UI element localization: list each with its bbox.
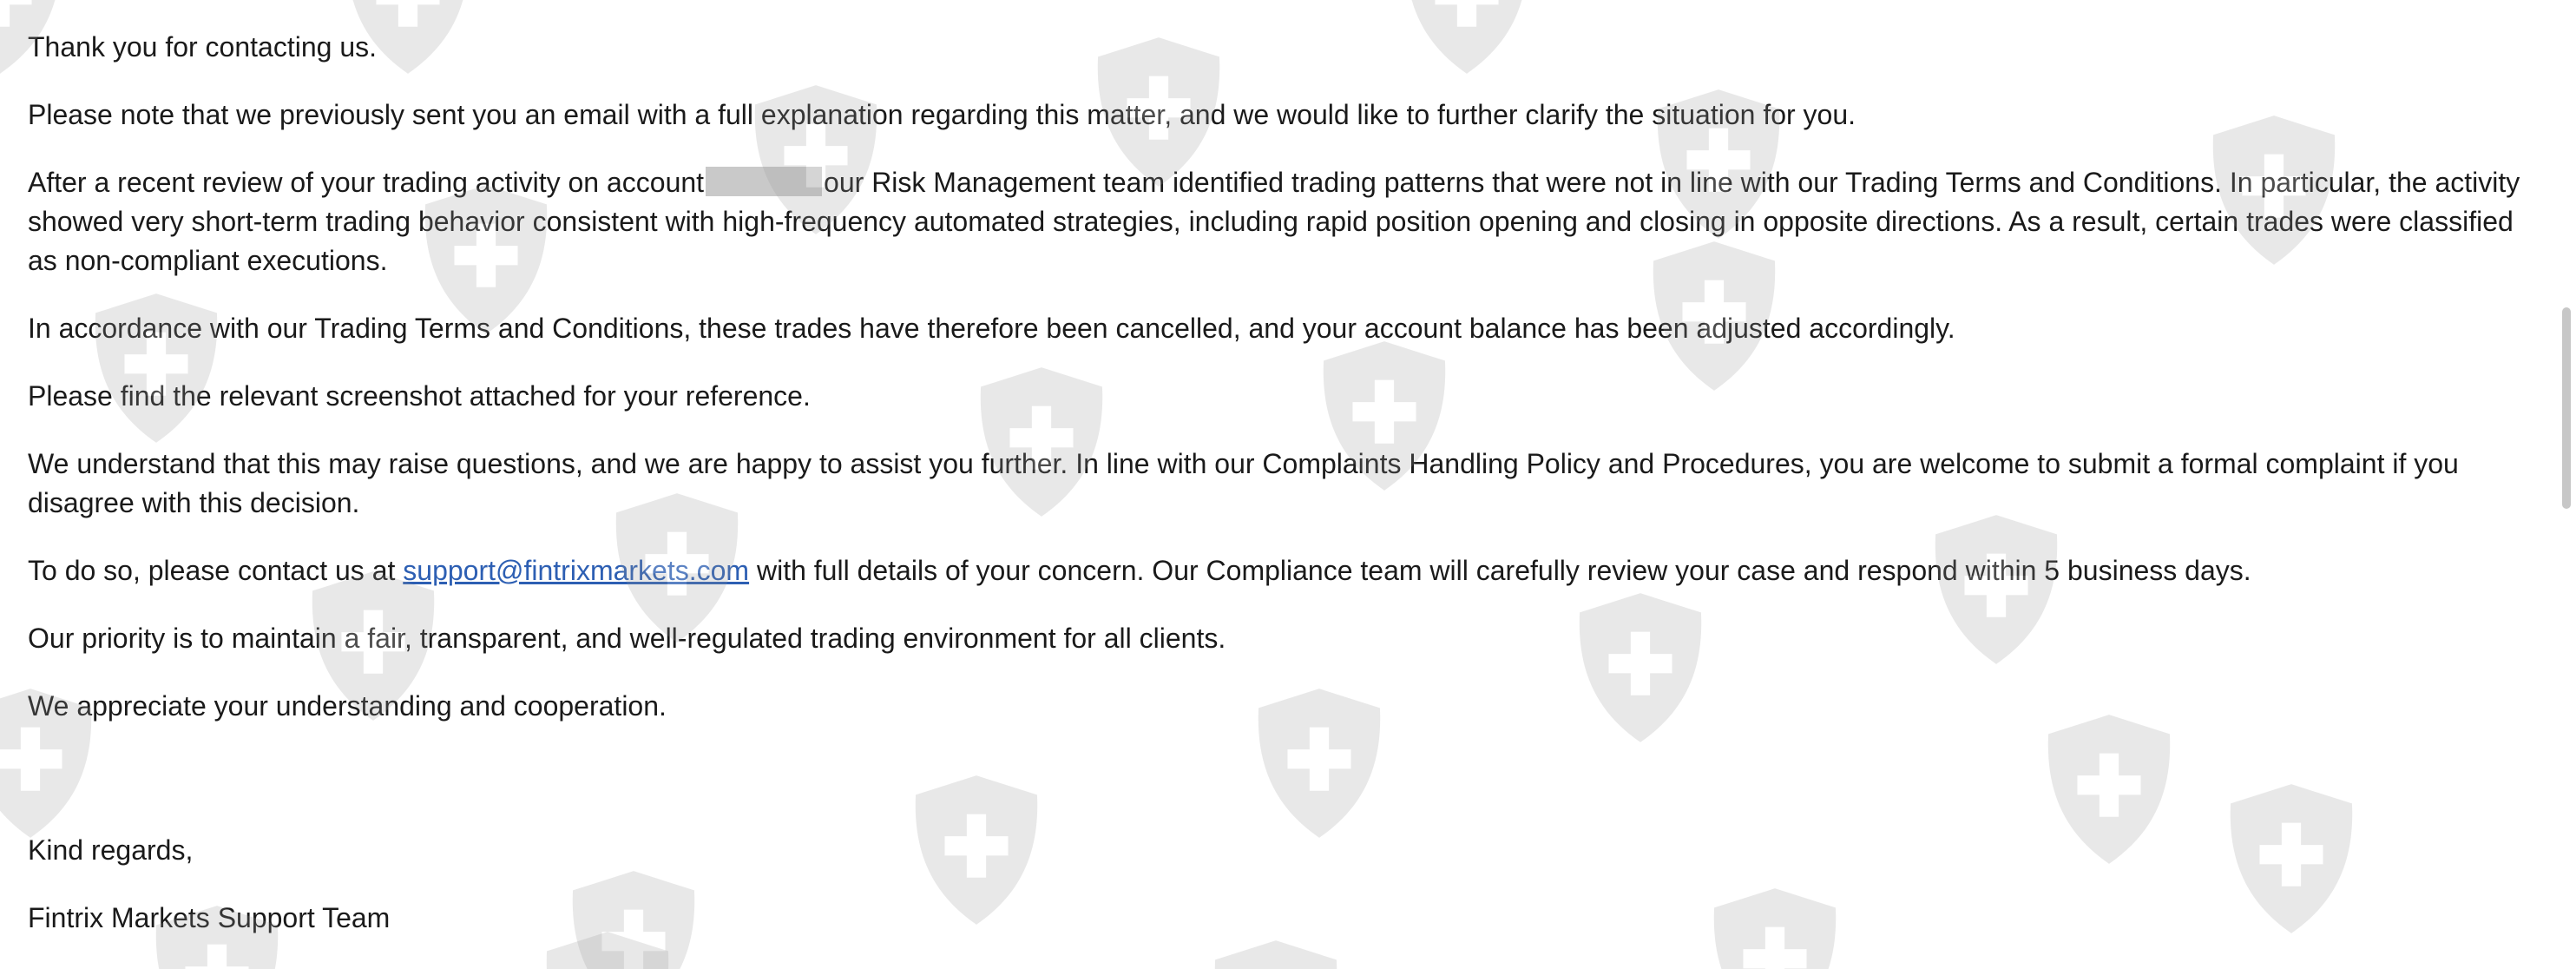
paragraph-trading-review <box>28 163 2527 280</box>
support-email-link[interactable]: support@fintrixmarkets.com <box>403 555 750 586</box>
paragraph-contact <box>28 551 2527 590</box>
paragraph-contact-start: To do so, please contact us at <box>28 555 396 586</box>
paragraph-trading-review-end: our Risk Management team identified trading patterns that were not in line with our Trading Terms and Conditions. In particular, the activity showed very short-term trading behavior consistent with high-frequency automated strategies, including rapid position opening and closing in opposite directions. As a result, certain trades were classified as non-compliant executions. <box>28 167 2520 276</box>
paragraph-priority: Our priority is to maintain a fair, transparent, and well-regulated trading environment for all clients. <box>28 623 1226 654</box>
redacted-account-number <box>706 167 822 196</box>
paragraph-appreciation: We appreciate your understanding and cooperation. <box>28 690 667 722</box>
paragraph-contact-end: with full details of your concern. Our Compliance team will carefully review your case and respond within 5 business days. <box>756 555 2251 586</box>
signature-spacer <box>28 755 2527 831</box>
paragraph-trades-cancelled: In accordance with our Trading Terms and Conditions, these trades have therefore been cancelled, and your account balance has been adjusted accordingly. <box>28 313 1955 344</box>
email-body <box>28 28 2527 966</box>
closing-line: Kind regards, <box>28 834 194 866</box>
vertical-scrollbar[interactable] <box>2555 0 2576 969</box>
greeting-paragraph: Thank you for contacting us. <box>28 31 377 63</box>
paragraph-previous-email: Please note that we previously sent you an email with a full explanation regarding this matter, and we would like to further clarify the situation for you. <box>28 99 1856 130</box>
paragraph-trading-review-start: After a recent review of your trading activity on account <box>28 167 705 198</box>
paragraph-screenshot-attached: Please find the relevant screenshot attached for your reference. <box>28 380 811 412</box>
paragraph-complaints: We understand that this may raise questions, and we are happy to assist you further. In line with our Complaints Handling Policy and Procedures, you are welcome to submit a formal complaint if you disagree with this decision. <box>28 448 2459 518</box>
scrollbar-thumb[interactable] <box>2562 307 2571 509</box>
signature-line: Fintrix Markets Support Team <box>28 902 391 933</box>
